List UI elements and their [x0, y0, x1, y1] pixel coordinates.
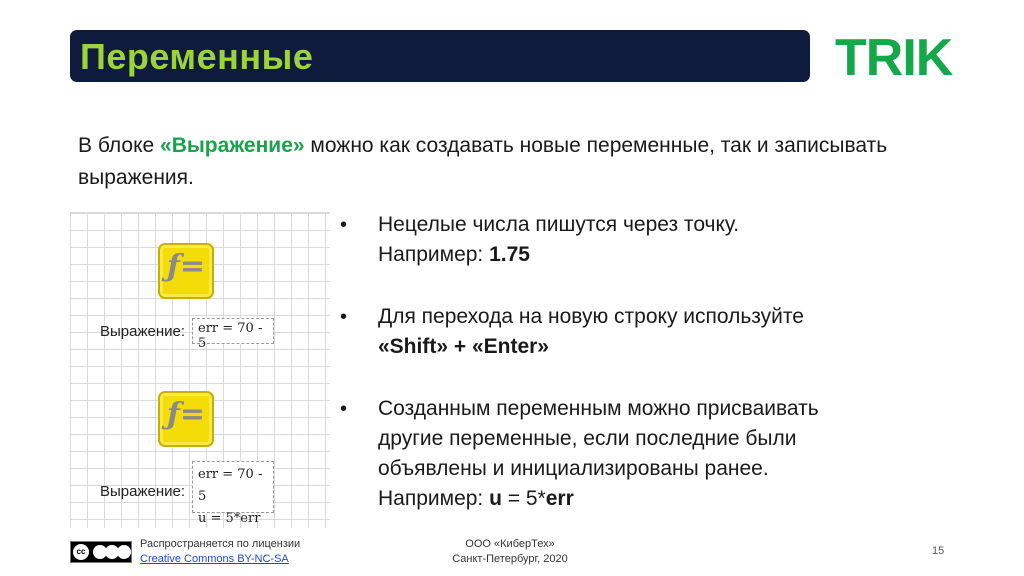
cc-icon: cc: [73, 544, 89, 560]
company-city-year: Санкт-Петербург, 2020: [452, 553, 568, 565]
intro-after: можно как создавать новые переменные, так и записывать выражения.: [78, 134, 888, 189]
bullet-example: 1.75: [489, 243, 530, 266]
slide-title: Переменные: [80, 36, 314, 77]
sa-icon: [117, 545, 131, 559]
bullet-line: Например:: [378, 487, 490, 510]
title-bar: [70, 30, 810, 82]
bullet-example-var: err: [545, 487, 574, 510]
bullet-dot-icon: •: [340, 398, 348, 420]
trik-logo: TRIK: [835, 29, 953, 87]
bullet-line: другие переменные, если последние были: [378, 427, 797, 450]
license-caption: Распространяется по лицензии: [140, 538, 301, 550]
expression-value-2a: err = 70 - 5: [198, 467, 263, 504]
bullet-item: [340, 210, 940, 270]
bullet-dot-icon: •: [340, 306, 348, 328]
bullet-example-var: u: [489, 487, 502, 510]
bullet-line: Для перехода на новую строку используйте: [378, 305, 804, 328]
page-number: 15: [932, 545, 945, 557]
expression-block-icon: [158, 391, 214, 447]
expression-value-2b: u = 5*err: [198, 511, 261, 526]
expression-field-1: [192, 318, 274, 351]
license-text: [140, 537, 300, 567]
function-symbol: ƒ=: [166, 397, 206, 432]
diagram-grid: [70, 212, 330, 528]
intro-text: [78, 130, 918, 194]
bullet-line: Созданным переменным можно присваивать: [378, 397, 819, 420]
bullet-example: «Shift» + «Enter»: [378, 335, 549, 358]
bullet-item: [340, 394, 940, 514]
cc-license-badge-icon[interactable]: [70, 541, 132, 563]
company-info: [440, 537, 580, 567]
expression-block-icon: [158, 243, 214, 299]
expression-label-2: Выражение:: [100, 483, 186, 500]
bullet-item: [340, 302, 940, 362]
bullet-dot-icon: •: [340, 214, 348, 236]
expression-field-2: [192, 461, 274, 526]
function-symbol: ƒ=: [166, 249, 206, 284]
company-name: ООО «КиберТех»: [465, 538, 555, 550]
bullet-line: объявлены и инициализированы ранее.: [378, 457, 769, 480]
bullet-example-mid: = 5*: [501, 487, 546, 510]
expression-value-1: err = 70 - 5: [198, 321, 263, 351]
expression-label-1: Выражение:: [100, 323, 186, 340]
bullet-line: Нецелые числа пишутся через точку.: [378, 213, 740, 236]
bullet-line: Например:: [378, 243, 490, 266]
intro-before: В блоке: [78, 134, 161, 157]
intro-highlight: «Выражение»: [160, 134, 305, 157]
license-link[interactable]: Creative Commons BY-NC-SA: [140, 553, 289, 565]
